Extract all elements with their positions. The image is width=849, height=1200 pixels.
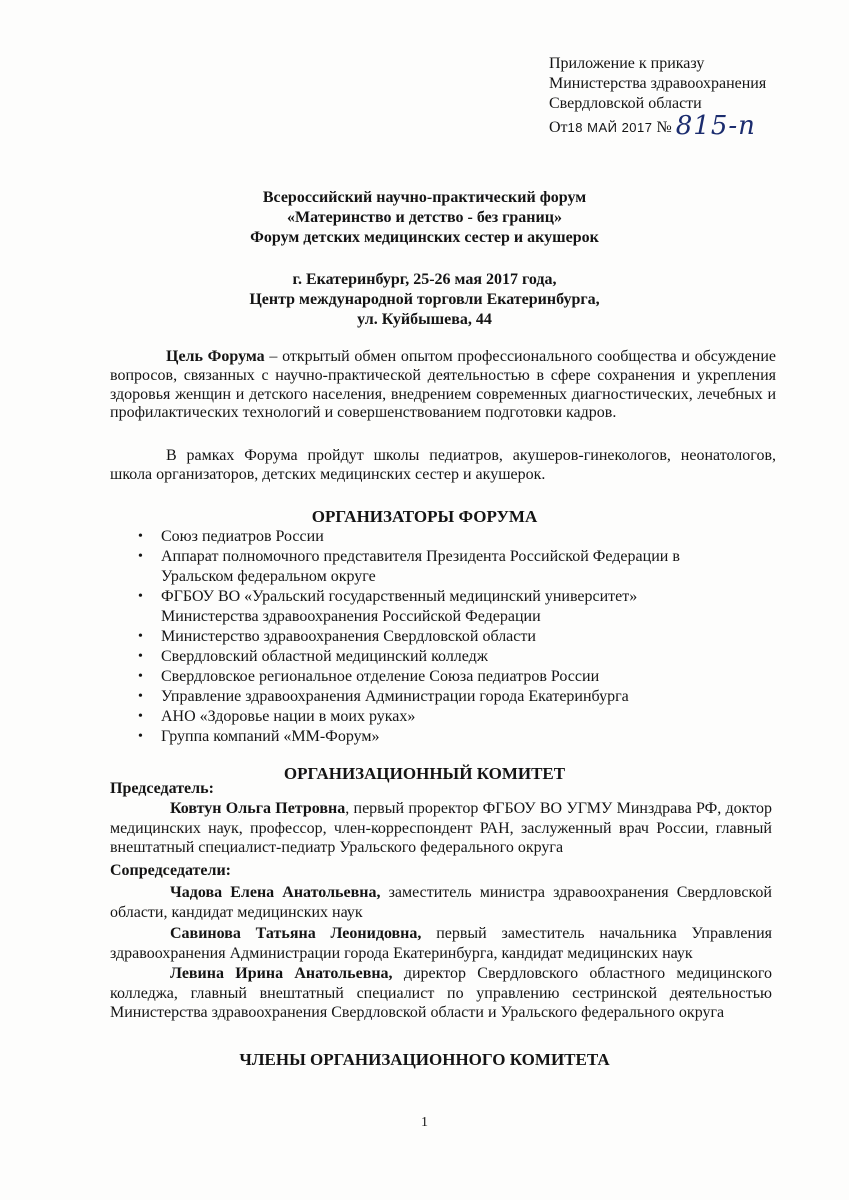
page-number: 1 [421,1115,428,1130]
organizer-item: • Министерство здравоохранения Свердловской области [138,627,738,647]
cochair-description: директор Свердловского областного медицинского колледжа, главный внештатный специалист по управлению сестринской деятельностью Министерства здравоохранения Свердловской области и Уральского федерального округа [110,965,773,1021]
appendix-date-line [549,111,766,141]
chair-name: Ковтун Ольга Петровна [170,800,346,817]
cochair-entry [110,924,772,963]
forum-venue [0,270,849,330]
appendix-block [549,54,767,141]
forum-goal-paragraph [110,348,776,423]
appendix-line-1: Приложение к приказу [549,55,705,72]
number-prefix: № [656,119,672,136]
date-prefix: От [549,119,568,136]
cochair-name: Левина Ирина Анатольевна, [170,965,393,982]
forum-title [0,188,849,248]
organizer-item: • Свердловский областной медицинский колледж [138,647,738,667]
goal-label: Цель Форума [166,348,265,365]
title-line-2: «Материнство и детство - без границ» [287,209,562,226]
venue-line-1: г. Екатеринбург, 25-26 мая 2017 года, [292,271,557,288]
chair-description: , первый проректор ФГБОУ ВО УГМУ Минздрава РФ, доктор медицинских наук, профессор, член-корреспондент РАН, заслуженный врач России, главный внештатный специалист-педиатр Уральского федерального округа [110,800,773,856]
chair-label: Председатель: [110,780,214,797]
organizer-item: • ФГБОУ ВО «Уральский государственный медицинский университет» Министерства здравоохранения Российской Федерации [138,587,738,627]
schools-text: В рамках Форума пройдут школы педиатров, акушеров-гинекологов, неонатологов, школа организаторов, детских медицинских сестер и акушерок. [110,447,776,483]
organizer-item: • Аппарат полномочного представителя Президента Российской Федерации в Уральском федеральном округе [138,547,738,587]
handwritten-number: 815-п [675,111,756,141]
title-line-3: Форум детских медицинских сестер и акушерок [250,229,599,246]
goal-text: – открытый обмен опытом профессионального сообщества и обсуждение вопросов, связанных с научно-практической деятельностью в сфере сохранения и укрепления здоровья женщин и детского населения, внедрением современных диагностических, лечебных и профилактических технологий и совершенствованием подготовки кадров. [110,348,776,422]
organizer-item: • Управление здравоохранения Администрации города Екатеринбурга [138,687,738,707]
cochair-entry [110,883,772,922]
members-heading: ЧЛЕНЫ ОРГАНИЗАЦИОННОГО КОМИТЕТА [239,1050,610,1069]
cochairs-label: Сопредседатели: [110,862,232,879]
committee-heading: ОРГАНИЗАЦИОННЫЙ КОМИТЕТ [283,764,566,783]
venue-line-3: ул. Куйбышева, 44 [357,311,492,328]
title-line-1: Всероссийский научно-практический форум [262,189,587,206]
organizers-heading: ОРГАНИЗАТОРЫ ФОРУМА [311,507,538,526]
date-stamp: 18 МАЙ 2017 [567,120,653,135]
schools-paragraph [110,447,776,485]
organizers-list [138,527,738,747]
cochair-name: Чадова Елена Анатольевна, [170,884,381,901]
cochair-description: заместитель министра здравоохранения Свердловской области, кандидат медицинских наук [110,884,772,921]
appendix-line-3: Свердловской области [549,95,702,112]
appendix-line-2: Министерства здравоохранения [549,75,767,92]
cochair-entry [110,964,772,1023]
organizer-item: • АНО «Здоровье нации в моих руках» [138,707,738,727]
chair-entry [110,799,772,858]
cochair-name: Савинова Татьяна Леонидовна, [170,925,422,942]
organizer-item: • Группа компаний «ММ-Форум» [138,727,738,747]
organizer-item: • Свердловское региональное отделение Союза педиатров России [138,667,738,687]
venue-line-2: Центр международной торговли Екатеринбурга, [249,291,600,308]
cochair-description: первый заместитель начальника Управления здравоохранения Администрации города Екатеринбурга, кандидат медицинских наук [110,925,772,962]
organizer-item: • Союз педиатров России [138,527,738,547]
